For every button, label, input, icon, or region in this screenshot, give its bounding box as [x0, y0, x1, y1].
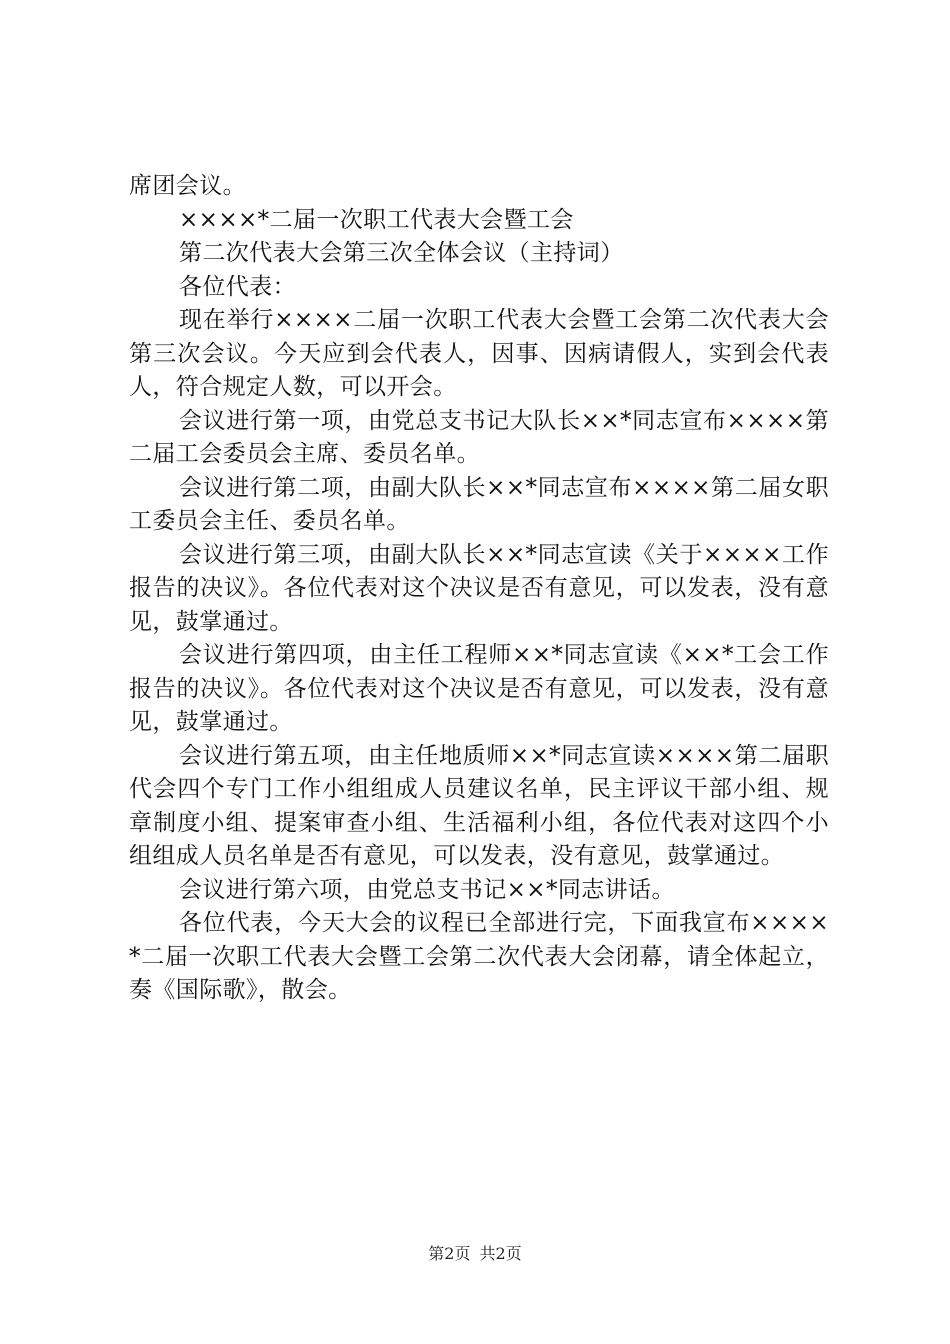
heading-line-1: ××××*二届一次职工代表大会暨工会 — [179, 206, 574, 233]
paragraph-item-6: 会议进行第六项，由党总支书记××*同志讲话。 — [179, 876, 675, 903]
paragraph-item-3: 会议进行第三项，由副大队长××*同志宣读《关于××××工作报告的决议》。各位代表对这个决议是否有意见，可以发表，没有意见，鼓掌通过。 — [129, 541, 829, 635]
paragraph-item-1: 会议进行第一项，由党总支书记大队长××*同志宣布××××第二届工会委员会主席、委员名单。 — [129, 407, 829, 467]
heading-line-2: 第二次代表大会第三次全体会议（主持词） — [179, 240, 624, 266]
salutation: 各位代表： — [179, 273, 296, 300]
page-number: 第2页 — [428, 1244, 471, 1263]
paragraph-item-5: 会议进行第五项，由主任地质师××*同志宣读××××第二届职代会四个专门工作小组组成人员建议名单，民主评议干部小组、规章制度小组、提案审查小组、生活福利小组，各位代表对这四个小组组成人员名单是否有意见，可以发表，没有意见，鼓掌通过。 — [129, 742, 829, 869]
page-total: 共2页 — [479, 1244, 522, 1263]
paragraph-item-2: 会议进行第二项，由副大队长××*同志宣布××××第二届女职工委员会主任、委员名单。 — [129, 474, 829, 534]
paragraph-opening: 现在举行××××二届一次职工代表大会暨工会第二次代表大会第三次会议。今天应到会代表人，因事、因病请假人，实到会代表人，符合规定人数，可以开会。 — [129, 307, 829, 400]
page-footer — [0, 1244, 950, 1264]
document-body — [129, 170, 829, 1008]
paragraph-closing: 各位代表，今天大会的议程已全部进行完，下面我宣布××××*二届一次职工代表大会暨工会第二次代表大会闭幕，请全体起立，奏《国际歌》，散会。 — [129, 910, 829, 1003]
paragraph-item-4: 会议进行第四项，由主任工程师××*同志宣读《××*工会工作报告的决议》。各位代表对这个决议是否有意见，可以发表，没有意见，鼓掌通过。 — [129, 642, 829, 735]
paragraph-continuation: 席团会议。 — [129, 173, 246, 199]
